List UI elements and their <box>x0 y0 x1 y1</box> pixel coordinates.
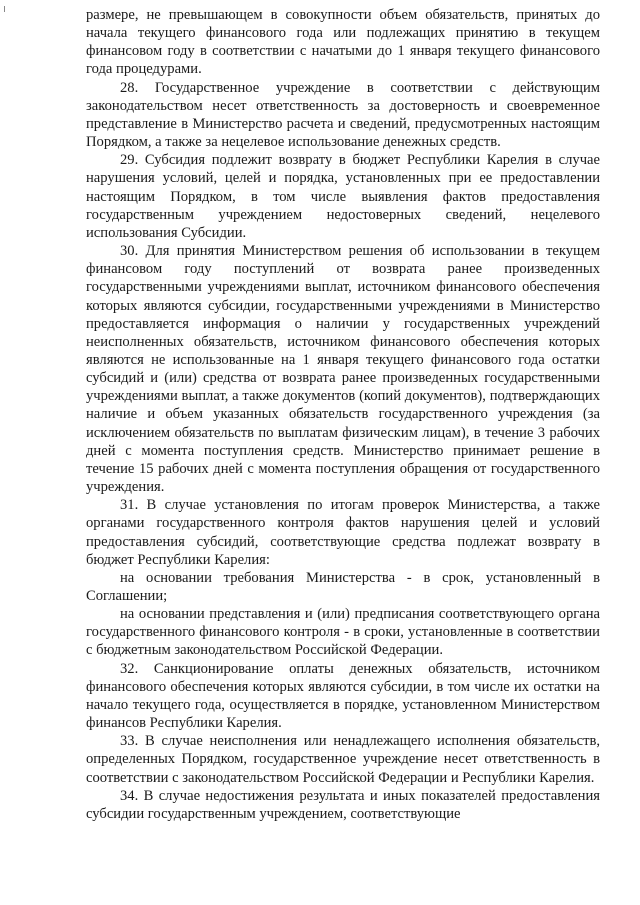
paragraph-31-item-requirement: на основании требования Министерства - в срок, установленный в Соглашении; <box>86 569 600 604</box>
paragraph-31-item-representation: на основании представления и (или) предписания соответствующего органа государственного финансового контроля - в сроки, установленные в соответствии с бюджетным законодательством Российской Федерации. <box>86 606 600 659</box>
paragraph-31: 31. В случае установления по итогам проверок Министерства, а также органами государственного контроля фактов нарушения целей и условий предоставления субсидий, соответствующие средства подлежат возврату в бюджет Республики Карелия: <box>86 497 600 568</box>
paragraph-29: 29. Субсидия подлежит возврату в бюджет Республики Карелия в случае нарушения условий, целей и порядка, установленных при ее предоставлении настоящим Порядком, в том числе выявления фактов предоставления государственным учреждением недостоверных сведений, нецелевого использования Субсидии. <box>86 152 600 241</box>
paragraph-34: 34. В случае недостижения результата и иных показателей предоставления субсидии государственным учреждением, соответствующие <box>86 787 600 822</box>
scan-margin-mark <box>4 6 5 12</box>
paragraph-27-continuation: размере, не превышающем в совокупности объем обязательств, принятых до начала текущего финансового года или подлежащих принятию в текущем финансовом году в соответствии с начатыми до 1 января текущего финансового года процедурами. <box>86 7 600 78</box>
paragraph-28: 28. Государственное учреждение в соответствии с действующим законодательством несет ответственность за достоверность и своевременное представление в Министерство расчета и сведений, предусмотренных настоящим Порядком, а также за нецелевое использование денежных средств. <box>86 79 600 151</box>
paragraph-30: 30. Для принятия Министерством решения об использовании в текущем финансовом году поступлений от возврата ранее произведенных государственными учреждениями выплат, источником финансового обеспечения которых являются субсидии, государственными учреждениями в Министерство предоставляется информация о наличии у государственных учреждений неисполненных обязательств, источником финансового обеспечения которых являются не использованные на 1 января текущего финансового года остатки субсидий и (или) средства от возврата ранее произведенных государственными учреждениями выплат, а также документов (копий документов), подтверждающих наличие и объем указанных обязательств государственного учреждения (за исключением обязательств по выплатам физическим лицам), в течение 3 рабочих дней с момента поступления средств. Министерство принимает решение в течение 15 рабочих дней с момента поступления обращения от государственного учреждения. <box>86 243 600 496</box>
document-page <box>86 6 600 823</box>
paragraph-32: 32. Санкционирование оплаты денежных обязательств, источником финансового обеспечения которых являются субсидии, в том числе их остатки на начало текущего года, осуществляется в порядке, установленном Министерством финансов Республики Карелия. <box>86 660 600 732</box>
paragraph-33: 33. В случае неисполнения или ненадлежащего исполнения обязательств, определенных Порядком, государственное учреждение несет ответственность в соответствии с законодательством Российской Федерации и Республики Карелия. <box>86 733 600 786</box>
